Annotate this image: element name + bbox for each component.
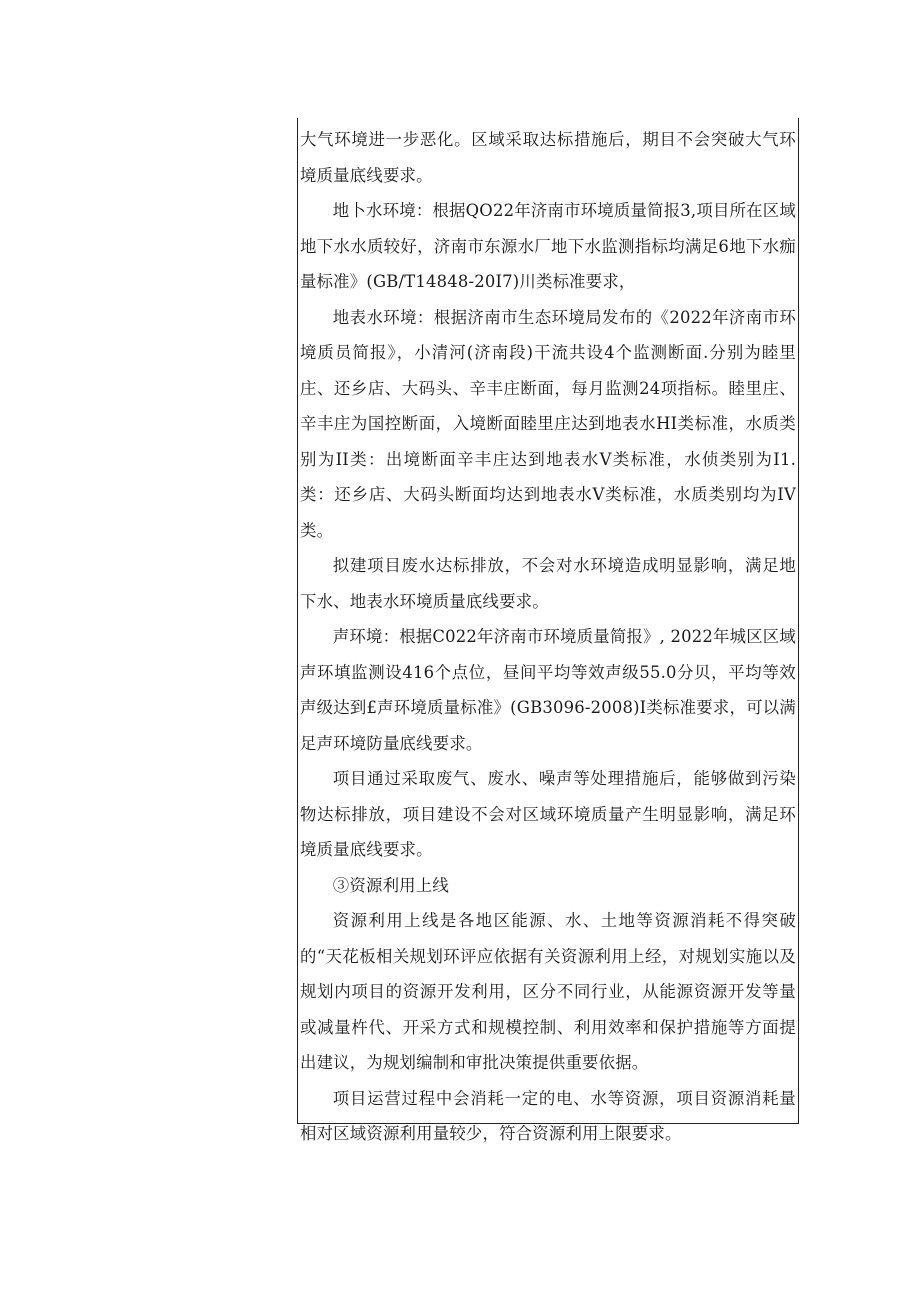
paragraph-air-environment: 大气环境进一步恶化。区域采取达标措施后，期目不会突破大气环境质量底线要求。 <box>300 130 796 185</box>
paragraph-wastewater: 拟建项目废水达标排放，不会对水环境造成明显影响，满足地下水、地表水环境质量底线要求。 <box>300 556 796 611</box>
section-heading-resource-limit: ③资源利用上线 <box>332 875 449 895</box>
document-body <box>300 122 796 1152</box>
paragraph-pollution-measures: 项目通过采取废气、废水、噪声等处理措施后，能够做到污染物达标排放，项目建设不会对区域环境质量产生明显影响，满足环境质量底线要求。 <box>300 769 796 859</box>
paragraph-groundwater: 地卜水环境：根据QO22年济南市环境质量简报3,项目所在区域地下水水质较好，济南市东源水厂地下水监测指标均满足6地下水痂量标准》(GB/T14848-20I7)川类标准要求， <box>300 201 796 291</box>
paragraph-acoustic-environment: 声环境：根据C022年济南市环境质量简报》, 2022年城区区域声环填监测设416个点位，昼间平均等效声级55.0分贝，平均等效声级达到£声环境质量标准》(GB3096-2008)I类标准要求，可以满足声环境防量底线要求。 <box>300 627 796 753</box>
paragraph-resource-consumption: 项目运营过程中会消耗一定的电、水等资源，项目资源消耗量相对区域资源利用量较少，符合资源利用上限要求。 <box>300 1088 796 1143</box>
paragraph-surface-water: 地表水环境：根据济南市生态环境局发布的《2022年济南市环境质员简报》，小清河(济南段)干流共设4个监测断面.分别为睦里庄、还乡店、大码头、辛丰庄断面，每月监测24项指标。睦里庄、辛丰庄为国控断面，入境断面睦里庄达到地表水HI类标准，水质类别为II类：出境断面辛丰庄达到地表水V类标准，水侦类别为I1.类：还乡店、大码头断面均达到地表水V类标准，水质类别均为IV类。 <box>300 307 796 540</box>
paragraph-resource-limit-definition: 资源利用上线是各地区能源、水、土地等资源消耗不得突破的“天花板相关规划环评应依据有关资源利用上经，对规划实施以及规划内项目的资源开发利用，区分不同行业，从能源资源开发等量或减量杵代、开采方式和规模控制、利用效率和保护措施等方面提出建议，为规划编制和审批决策提供重要依据。 <box>300 911 796 1072</box>
